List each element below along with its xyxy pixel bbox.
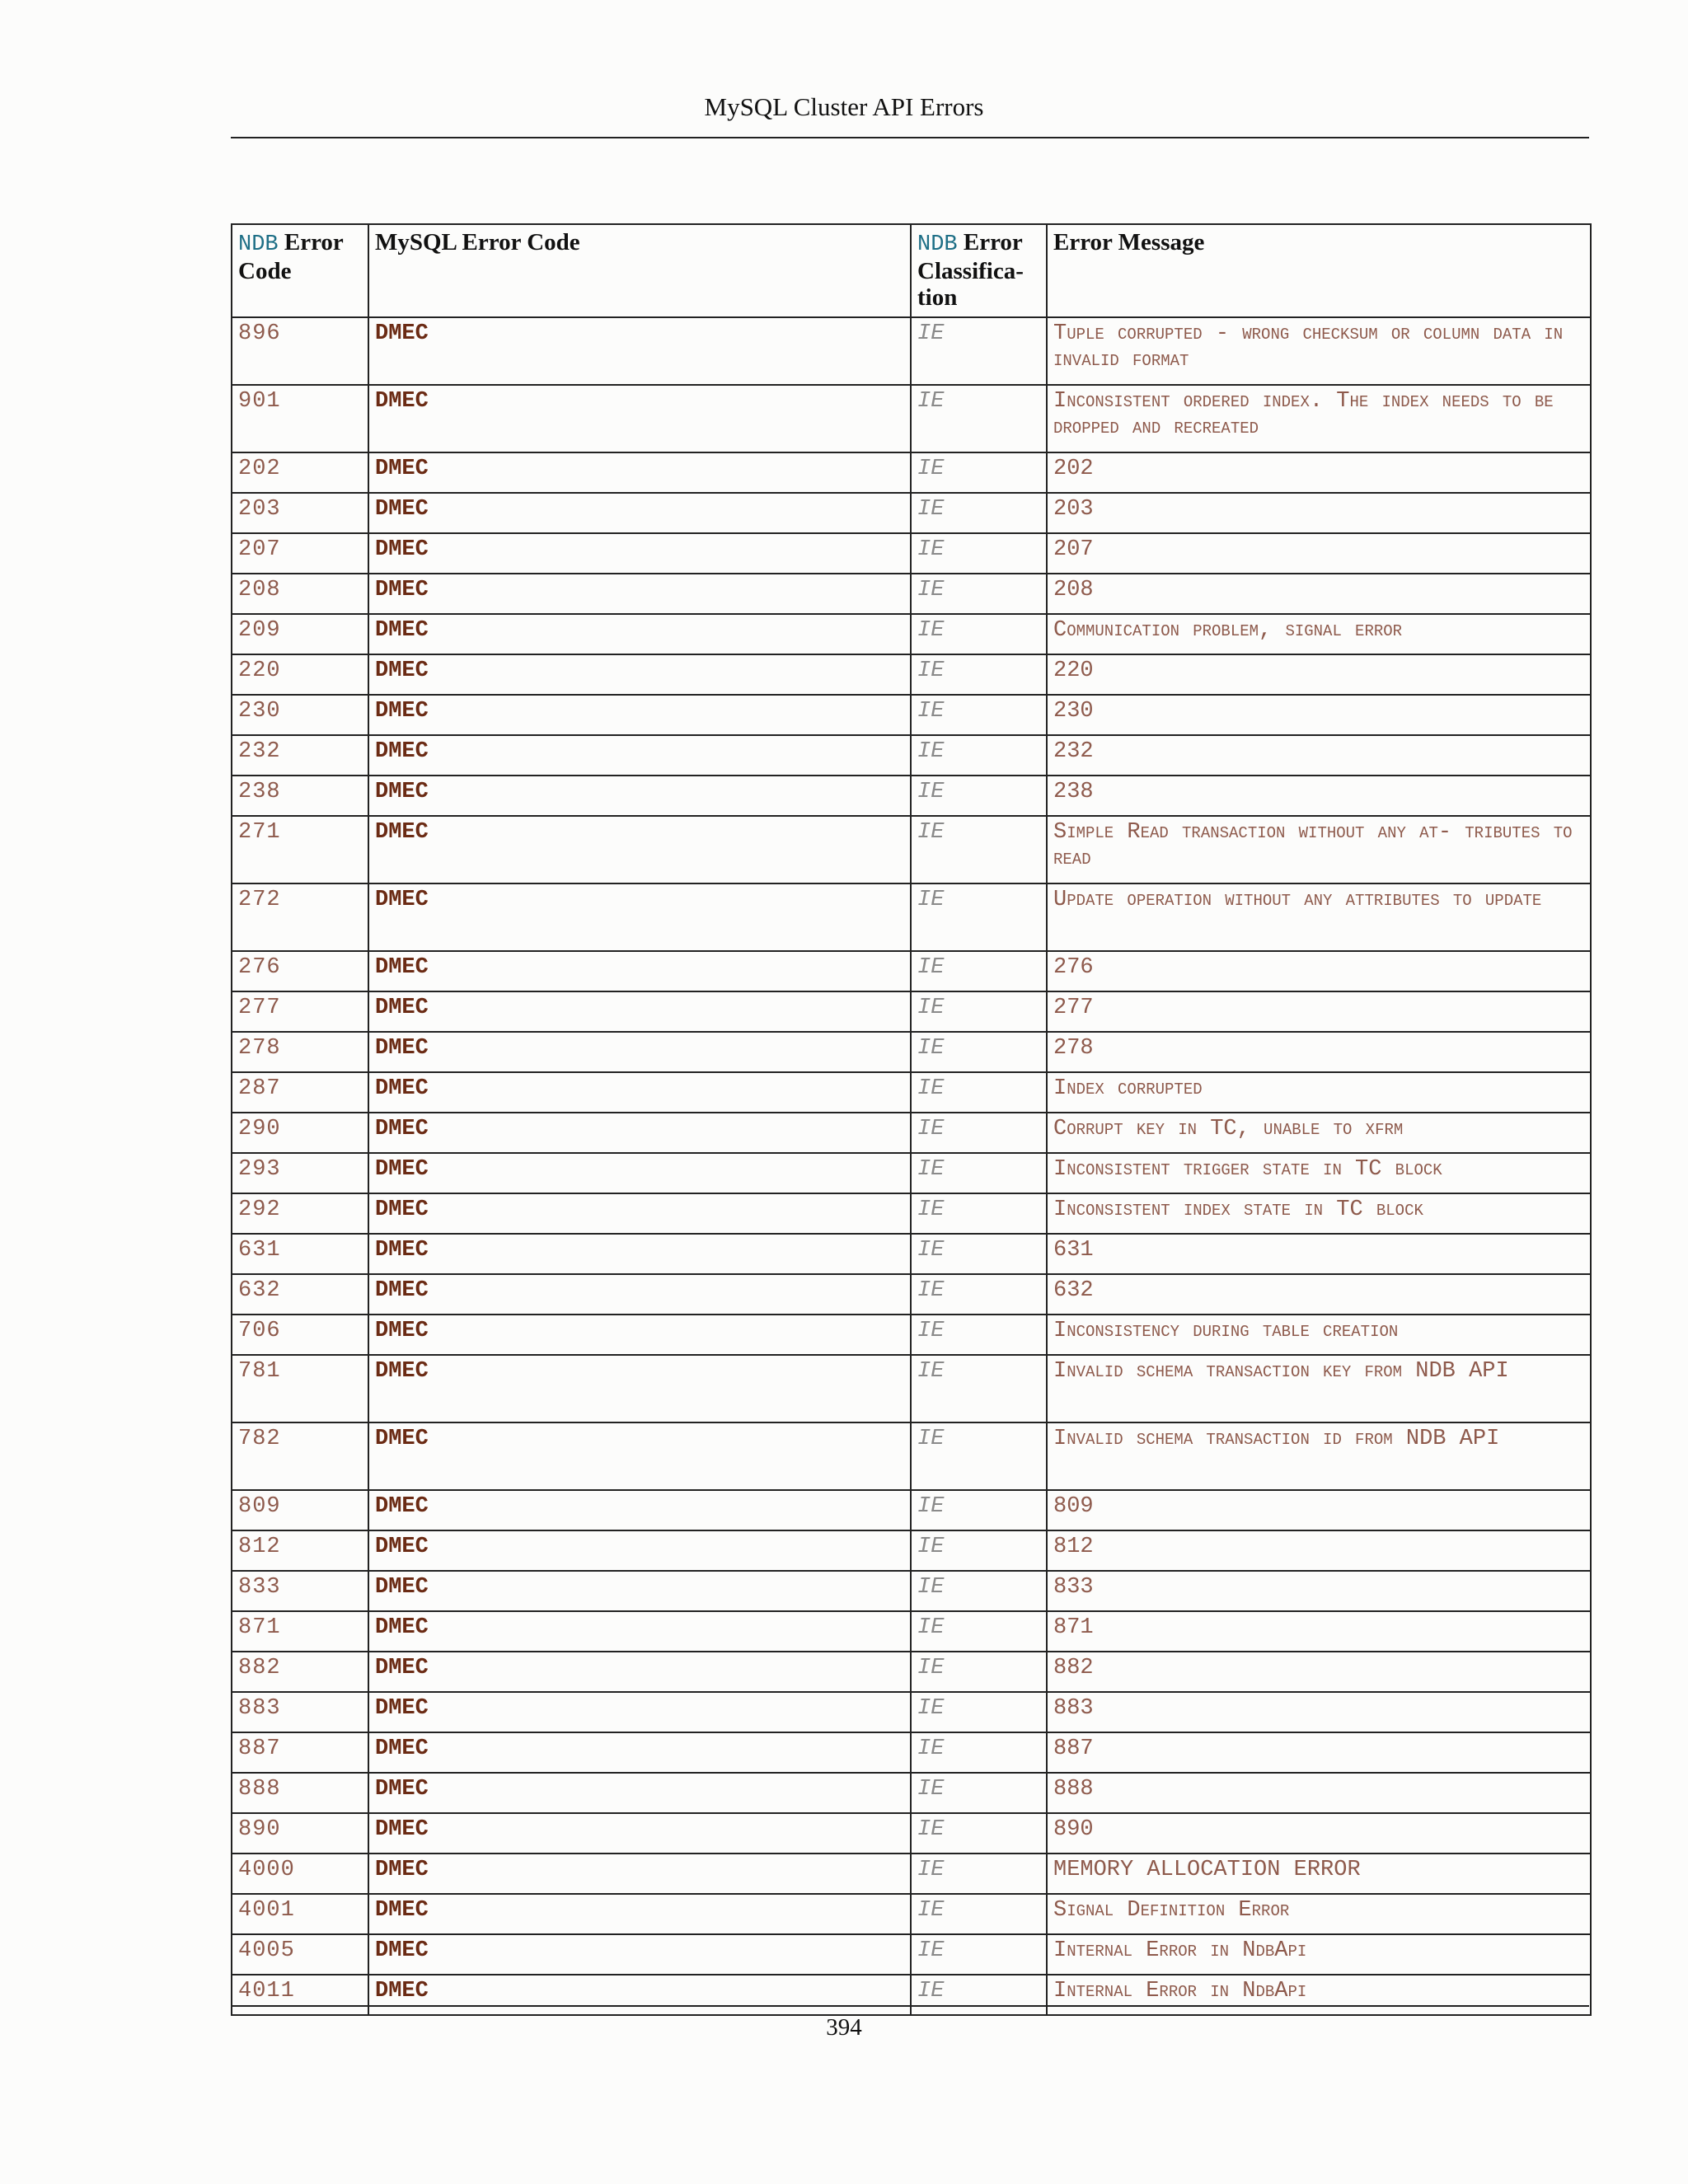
ndb-error-code-cell: 271 bbox=[232, 816, 368, 883]
error-message-cell: Invalid schema transaction key from NDB API bbox=[1047, 1355, 1591, 1422]
ndb-error-code-cell: 812 bbox=[232, 1530, 368, 1571]
error-classification-cell: IE bbox=[911, 1652, 1047, 1692]
mysql-error-code-cell: DMEC bbox=[368, 452, 911, 493]
error-classification-cell: IE bbox=[911, 1153, 1047, 1193]
mysql-error-code-cell: DMEC bbox=[368, 991, 911, 1032]
error-message-cell: 809 bbox=[1047, 1490, 1591, 1530]
error-classification-cell: IE bbox=[911, 1355, 1047, 1422]
table-row bbox=[232, 695, 1591, 735]
table-row bbox=[232, 1773, 1591, 1813]
error-classification-cell: IE bbox=[911, 452, 1047, 493]
table-row bbox=[232, 1153, 1591, 1193]
error-classification-cell: IE bbox=[911, 1274, 1047, 1315]
error-classification-cell: IE bbox=[911, 1193, 1047, 1234]
ndb-error-code-cell: 208 bbox=[232, 574, 368, 614]
mysql-error-code-cell: DMEC bbox=[368, 1072, 911, 1113]
error-message-cell: Internal Error in NdbApi bbox=[1047, 1975, 1591, 2015]
error-classification-cell: IE bbox=[911, 1530, 1047, 1571]
table-row bbox=[232, 1732, 1591, 1773]
ndb-error-code-cell: 4000 bbox=[232, 1854, 368, 1894]
table-row bbox=[232, 1032, 1591, 1072]
ndb-error-code-cell: 203 bbox=[232, 493, 368, 533]
ndb-term: NDB bbox=[917, 232, 958, 257]
table-row bbox=[232, 1355, 1591, 1422]
error-message-cell: 833 bbox=[1047, 1571, 1591, 1611]
error-message-cell: Update operation without any attributes to update bbox=[1047, 883, 1591, 951]
error-message-cell: 238 bbox=[1047, 776, 1591, 816]
column-label: MySQL Error Code bbox=[375, 229, 580, 255]
ndb-error-code-cell: 277 bbox=[232, 991, 368, 1032]
mysql-error-code-cell: DMEC bbox=[368, 654, 911, 695]
ndb-error-code-cell: 632 bbox=[232, 1274, 368, 1315]
mysql-error-code-cell: DMEC bbox=[368, 1611, 911, 1652]
error-message-cell: 220 bbox=[1047, 654, 1591, 695]
table-row bbox=[232, 991, 1591, 1032]
error-classification-cell: IE bbox=[911, 1692, 1047, 1732]
column-label: Error Classifica- tion bbox=[917, 229, 1024, 311]
table-row bbox=[232, 1113, 1591, 1153]
mysql-error-code-cell: DMEC bbox=[368, 1692, 911, 1732]
ndb-error-code-cell: 833 bbox=[232, 1571, 368, 1611]
mysql-error-code-cell: DMEC bbox=[368, 1355, 911, 1422]
error-message-cell: 631 bbox=[1047, 1234, 1591, 1274]
mysql-error-code-cell: DMEC bbox=[368, 1422, 911, 1490]
table-row bbox=[232, 654, 1591, 695]
error-message-cell: Inconsistency during table creation bbox=[1047, 1315, 1591, 1355]
mysql-error-code-cell: DMEC bbox=[368, 1732, 911, 1773]
error-classification-cell: IE bbox=[911, 1032, 1047, 1072]
table-row bbox=[232, 735, 1591, 776]
column-header-ndb-classification bbox=[911, 224, 1047, 317]
table-row bbox=[232, 1813, 1591, 1854]
table-row bbox=[232, 1234, 1591, 1274]
error-table bbox=[231, 223, 1592, 2016]
error-classification-cell: IE bbox=[911, 1894, 1047, 1934]
footer-rule bbox=[231, 2005, 1589, 2007]
mysql-error-code-cell: DMEC bbox=[368, 1032, 911, 1072]
error-classification-cell: IE bbox=[911, 735, 1047, 776]
mysql-error-code-cell: DMEC bbox=[368, 1652, 911, 1692]
error-message-cell: Corrupt key in TC, unable to xfrm bbox=[1047, 1113, 1591, 1153]
table-row bbox=[232, 574, 1591, 614]
ndb-error-code-cell: 901 bbox=[232, 385, 368, 452]
table-row bbox=[232, 493, 1591, 533]
error-message-cell: MEMORY ALLOCATION ERROR bbox=[1047, 1854, 1591, 1894]
error-classification-cell: IE bbox=[911, 883, 1047, 951]
error-message-cell: 883 bbox=[1047, 1692, 1591, 1732]
ndb-error-code-cell: 292 bbox=[232, 1193, 368, 1234]
error-classification-cell: IE bbox=[911, 776, 1047, 816]
table-row bbox=[232, 816, 1591, 883]
error-message-cell: Communication problem, signal error bbox=[1047, 614, 1591, 654]
mysql-error-code-cell: DMEC bbox=[368, 816, 911, 883]
error-message-cell: Inconsistent index state in TC block bbox=[1047, 1193, 1591, 1234]
column-header-mysql-error-code bbox=[368, 224, 911, 317]
error-message-cell: 277 bbox=[1047, 991, 1591, 1032]
mysql-error-code-cell: DMEC bbox=[368, 695, 911, 735]
error-classification-cell: IE bbox=[911, 1490, 1047, 1530]
mysql-error-code-cell: DMEC bbox=[368, 1153, 911, 1193]
error-message-cell: 232 bbox=[1047, 735, 1591, 776]
ndb-error-code-cell: 782 bbox=[232, 1422, 368, 1490]
error-classification-cell: IE bbox=[911, 654, 1047, 695]
table-row bbox=[232, 1611, 1591, 1652]
mysql-error-code-cell: DMEC bbox=[368, 1894, 911, 1934]
mysql-error-code-cell: DMEC bbox=[368, 574, 911, 614]
error-message-cell: 632 bbox=[1047, 1274, 1591, 1315]
ndb-error-code-cell: 888 bbox=[232, 1773, 368, 1813]
header-rule bbox=[231, 137, 1589, 138]
error-message-cell: 871 bbox=[1047, 1611, 1591, 1652]
mysql-error-code-cell: DMEC bbox=[368, 317, 911, 385]
table-row bbox=[232, 1315, 1591, 1355]
error-message-cell: Index corrupted bbox=[1047, 1072, 1591, 1113]
ndb-error-code-cell: 781 bbox=[232, 1355, 368, 1422]
error-message-cell: 887 bbox=[1047, 1732, 1591, 1773]
mysql-error-code-cell: DMEC bbox=[368, 385, 911, 452]
error-classification-cell: IE bbox=[911, 1854, 1047, 1894]
table-row bbox=[232, 1934, 1591, 1975]
mysql-error-code-cell: DMEC bbox=[368, 1854, 911, 1894]
page-header: MySQL Cluster API Errors bbox=[704, 92, 984, 121]
table-row bbox=[232, 614, 1591, 654]
error-message-cell: 230 bbox=[1047, 695, 1591, 735]
mysql-error-code-cell: DMEC bbox=[368, 493, 911, 533]
table-row bbox=[232, 1692, 1591, 1732]
mysql-error-code-cell: DMEC bbox=[368, 1934, 911, 1975]
error-classification-cell: IE bbox=[911, 1072, 1047, 1113]
table-row bbox=[232, 1422, 1591, 1490]
ndb-error-code-cell: 809 bbox=[232, 1490, 368, 1530]
table-row bbox=[232, 883, 1591, 951]
table-row bbox=[232, 1072, 1591, 1113]
mysql-error-code-cell: DMEC bbox=[368, 883, 911, 951]
table-row bbox=[232, 385, 1591, 452]
mysql-error-code-cell: DMEC bbox=[368, 1773, 911, 1813]
ndb-error-code-cell: 232 bbox=[232, 735, 368, 776]
error-classification-cell: IE bbox=[911, 493, 1047, 533]
error-classification-cell: IE bbox=[911, 1571, 1047, 1611]
error-message-cell: Signal Definition Error bbox=[1047, 1894, 1591, 1934]
error-message-cell: Internal Error in NdbApi bbox=[1047, 1934, 1591, 1975]
error-classification-cell: IE bbox=[911, 1113, 1047, 1153]
ndb-error-code-cell: 220 bbox=[232, 654, 368, 695]
error-message-cell: 882 bbox=[1047, 1652, 1591, 1692]
error-classification-cell: IE bbox=[911, 574, 1047, 614]
ndb-error-code-cell: 882 bbox=[232, 1652, 368, 1692]
error-classification-cell: IE bbox=[911, 1732, 1047, 1773]
ndb-error-code-cell: 238 bbox=[232, 776, 368, 816]
table-row bbox=[232, 317, 1591, 385]
mysql-error-code-cell: DMEC bbox=[368, 1975, 911, 2015]
mysql-error-code-cell: DMEC bbox=[368, 1274, 911, 1315]
error-message-cell: 888 bbox=[1047, 1773, 1591, 1813]
ndb-error-code-cell: 4005 bbox=[232, 1934, 368, 1975]
error-message-cell: 890 bbox=[1047, 1813, 1591, 1854]
ndb-error-code-cell: 883 bbox=[232, 1692, 368, 1732]
error-message-cell: 202 bbox=[1047, 452, 1591, 493]
error-message-cell: 203 bbox=[1047, 493, 1591, 533]
ndb-error-code-cell: 202 bbox=[232, 452, 368, 493]
table-row bbox=[232, 533, 1591, 574]
ndb-error-code-cell: 4011 bbox=[232, 1975, 368, 2015]
ndb-error-code-cell: 272 bbox=[232, 883, 368, 951]
error-classification-cell: IE bbox=[911, 533, 1047, 574]
error-classification-cell: IE bbox=[911, 614, 1047, 654]
error-classification-cell: IE bbox=[911, 991, 1047, 1032]
mysql-error-code-cell: DMEC bbox=[368, 776, 911, 816]
error-classification-cell: IE bbox=[911, 816, 1047, 883]
mysql-error-code-cell: DMEC bbox=[368, 1193, 911, 1234]
mysql-error-code-cell: DMEC bbox=[368, 1571, 911, 1611]
column-label: Error Code bbox=[238, 229, 344, 284]
ndb-error-code-cell: 896 bbox=[232, 317, 368, 385]
ndb-error-code-cell: 278 bbox=[232, 1032, 368, 1072]
ndb-error-code-cell: 287 bbox=[232, 1072, 368, 1113]
ndb-error-code-cell: 4001 bbox=[232, 1894, 368, 1934]
error-classification-cell: IE bbox=[911, 1422, 1047, 1490]
ndb-error-code-cell: 207 bbox=[232, 533, 368, 574]
ndb-error-code-cell: 230 bbox=[232, 695, 368, 735]
error-message-cell: 208 bbox=[1047, 574, 1591, 614]
ndb-error-code-cell: 887 bbox=[232, 1732, 368, 1773]
error-classification-cell: IE bbox=[911, 317, 1047, 385]
ndb-error-code-cell: 890 bbox=[232, 1813, 368, 1854]
error-message-cell: 812 bbox=[1047, 1530, 1591, 1571]
error-message-cell: Tuple corrupted - wrong checksum or column data in invalid format bbox=[1047, 317, 1591, 385]
table-row bbox=[232, 452, 1591, 493]
mysql-error-code-cell: DMEC bbox=[368, 1234, 911, 1274]
table-row bbox=[232, 1652, 1591, 1692]
ndb-term: NDB bbox=[238, 232, 279, 257]
ndb-error-code-cell: 871 bbox=[232, 1611, 368, 1652]
error-message-cell: Inconsistent trigger state in TC block bbox=[1047, 1153, 1591, 1193]
table-body bbox=[232, 317, 1591, 2015]
column-header-ndb-error-code bbox=[232, 224, 368, 317]
table-row bbox=[232, 1975, 1591, 2015]
mysql-error-code-cell: DMEC bbox=[368, 1113, 911, 1153]
error-classification-cell: IE bbox=[911, 951, 1047, 991]
table-row bbox=[232, 1274, 1591, 1315]
error-message-cell: Invalid schema transaction id from NDB API bbox=[1047, 1422, 1591, 1490]
mysql-error-code-cell: DMEC bbox=[368, 1315, 911, 1355]
error-classification-cell: IE bbox=[911, 1611, 1047, 1652]
ndb-error-code-cell: 706 bbox=[232, 1315, 368, 1355]
table-row bbox=[232, 951, 1591, 991]
error-message-cell: 278 bbox=[1047, 1032, 1591, 1072]
table-row bbox=[232, 1571, 1591, 1611]
error-classification-cell: IE bbox=[911, 1813, 1047, 1854]
mysql-error-code-cell: DMEC bbox=[368, 614, 911, 654]
page-number: 394 bbox=[826, 2014, 862, 2041]
mysql-error-code-cell: DMEC bbox=[368, 1490, 911, 1530]
ndb-error-code-cell: 290 bbox=[232, 1113, 368, 1153]
ndb-error-code-cell: 631 bbox=[232, 1234, 368, 1274]
error-message-cell: 276 bbox=[1047, 951, 1591, 991]
error-message-cell: 207 bbox=[1047, 533, 1591, 574]
table-row bbox=[232, 1854, 1591, 1894]
error-classification-cell: IE bbox=[911, 1315, 1047, 1355]
error-classification-cell: IE bbox=[911, 1934, 1047, 1975]
ndb-error-code-cell: 293 bbox=[232, 1153, 368, 1193]
mysql-error-code-cell: DMEC bbox=[368, 951, 911, 991]
table-row bbox=[232, 1894, 1591, 1934]
error-classification-cell: IE bbox=[911, 1975, 1047, 2015]
ndb-error-code-cell: 209 bbox=[232, 614, 368, 654]
error-message-cell: Inconsistent ordered index. The index needs to be dropped and recreated bbox=[1047, 385, 1591, 452]
error-classification-cell: IE bbox=[911, 1234, 1047, 1274]
mysql-error-code-cell: DMEC bbox=[368, 533, 911, 574]
error-classification-cell: IE bbox=[911, 1773, 1047, 1813]
table-row bbox=[232, 1193, 1591, 1234]
table-row bbox=[232, 1490, 1591, 1530]
column-label: Error Message bbox=[1053, 229, 1205, 255]
mysql-error-code-cell: DMEC bbox=[368, 1813, 911, 1854]
table-row bbox=[232, 1530, 1591, 1571]
error-message-cell: Simple Read transaction without any at- tributes to read bbox=[1047, 816, 1591, 883]
error-classification-cell: IE bbox=[911, 385, 1047, 452]
error-classification-cell: IE bbox=[911, 695, 1047, 735]
column-header-error-message bbox=[1047, 224, 1591, 317]
ndb-error-code-cell: 276 bbox=[232, 951, 368, 991]
header-row bbox=[232, 224, 1591, 317]
table-row bbox=[232, 776, 1591, 816]
mysql-error-code-cell: DMEC bbox=[368, 735, 911, 776]
mysql-error-code-cell: DMEC bbox=[368, 1530, 911, 1571]
